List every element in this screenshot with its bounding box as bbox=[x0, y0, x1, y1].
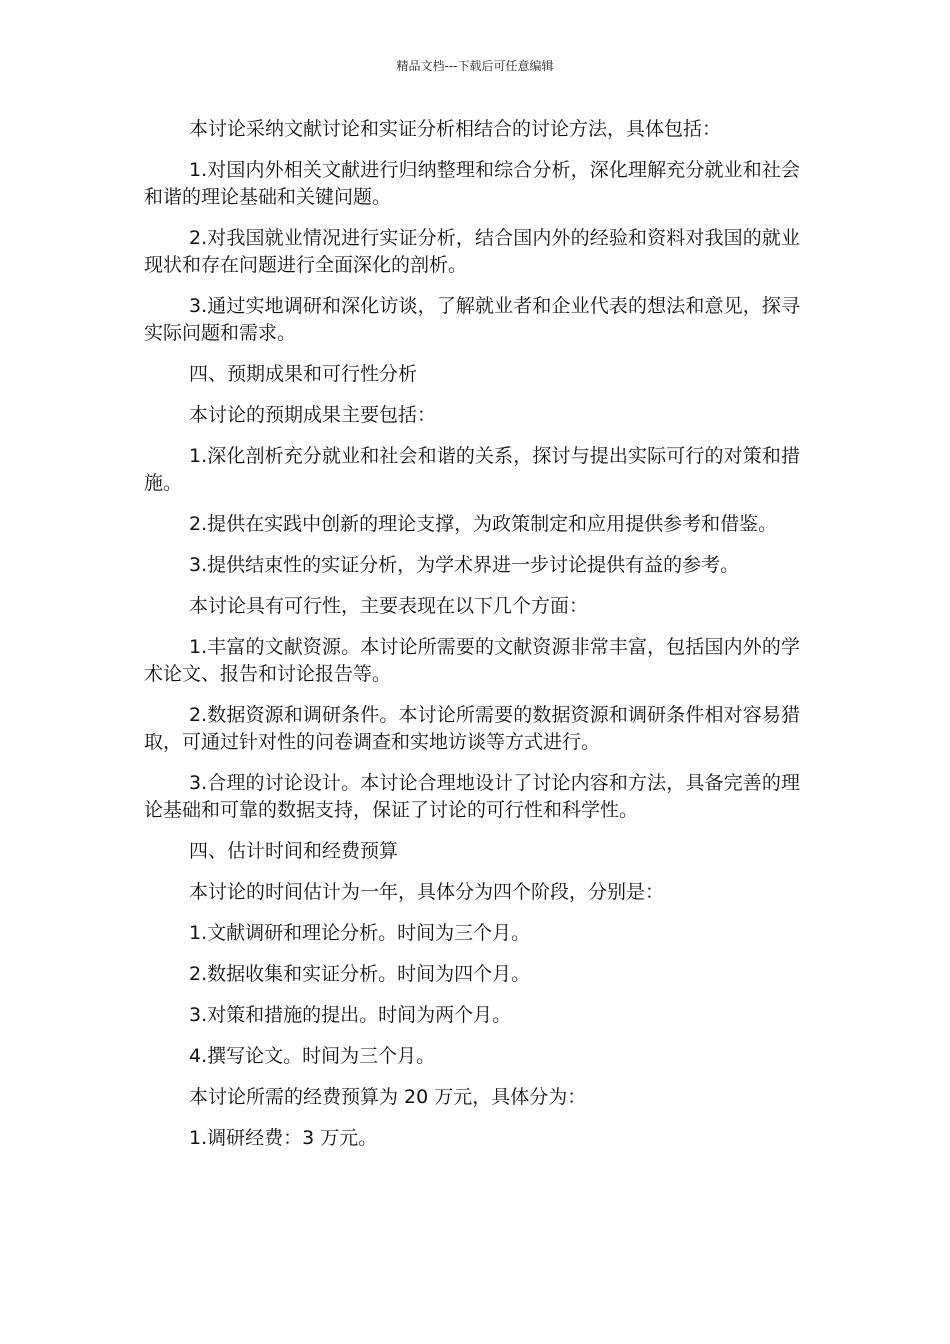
paragraph-stage-3: 3.对策和措施的提出。时间为两个月。 bbox=[189, 1004, 512, 1026]
paragraph-result-1: 1.深化剖析充分就业和社会和谐的关系，探讨与提出实际可行的对策和措施。 bbox=[144, 445, 800, 494]
paragraph-result-2: 2.提供在实践中创新的理论支撑，为政策制定和应用提供参考和借鉴。 bbox=[189, 513, 778, 535]
paragraph-budget-intro: 本讨论所需的经费预算为 20 万元，具体分为： bbox=[189, 1086, 587, 1108]
section-heading-expected-results: 四、预期成果和可行性分析 bbox=[189, 363, 418, 385]
document-body bbox=[144, 116, 800, 1166]
paragraph-feasibility-1: 1.丰富的文献资源。本讨论所需要的文献资源非常丰富，包括国内外的学术论文、报告和讨论报告等。 bbox=[144, 636, 800, 685]
paragraph-method-2: 2.对我国就业情况进行实证分析，结合国内外的经验和资料对我国的就业现状和存在问题进行全面深化的剖析。 bbox=[144, 227, 800, 276]
paragraph-results-intro: 本讨论的预期成果主要包括： bbox=[189, 404, 437, 426]
paragraph-feasibility-intro: 本讨论具有可行性，主要表现在以下几个方面： bbox=[189, 595, 589, 617]
paragraph-stage-4: 4.撰写论文。时间为三个月。 bbox=[189, 1045, 436, 1067]
paragraph-feasibility-2: 2.数据资源和调研条件。本讨论所需要的数据资源和调研条件相对容易猎取，可通过针对性的问卷调查和实地访谈等方式进行。 bbox=[144, 704, 800, 753]
paragraph-time-intro: 本讨论的时间估计为一年，具体分为四个阶段，分别是： bbox=[189, 881, 665, 903]
paragraph-method-3: 3.通过实地调研和深化访谈，了解就业者和企业代表的想法和意见，探寻实际问题和需求。 bbox=[144, 295, 800, 344]
paragraph-budget-1: 1.调研经费：3 万元。 bbox=[189, 1127, 378, 1149]
paragraph-feasibility-3: 3.合理的讨论设计。本讨论合理地设计了讨论内容和方法，具备完善的理论基础和可靠的数据支持，保证了讨论的可行性和科学性。 bbox=[144, 772, 800, 821]
paragraph-stage-2: 2.数据收集和实证分析。时间为四个月。 bbox=[189, 963, 531, 985]
paragraph-method-intro: 本讨论采纳文献讨论和实证分析相结合的讨论方法，具体包括： bbox=[189, 118, 722, 140]
paragraph-stage-1: 1.文献调研和理论分析。时间为三个月。 bbox=[189, 922, 531, 944]
paragraph-method-1: 1.对国内外相关文献进行归纳整理和综合分析，深化理解充分就业和社会和谐的理论基础和关键问题。 bbox=[144, 159, 800, 208]
page-header: 精品文档---下载后可任意编辑 bbox=[396, 59, 554, 73]
paragraph-result-3: 3.提供结束性的实证分析，为学术界进一步讨论提供有益的参考。 bbox=[189, 554, 740, 576]
section-heading-time-budget: 四、估计时间和经费预算 bbox=[189, 840, 399, 862]
